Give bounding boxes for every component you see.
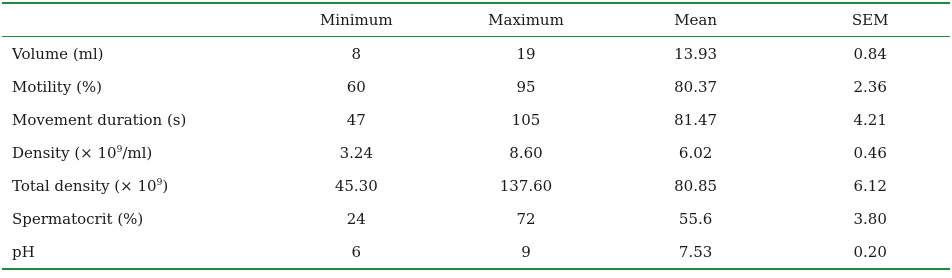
- table-row: [2, 103, 950, 136]
- cell-maximum: 72: [516, 209, 536, 228]
- cell-mean: 6.02: [678, 143, 713, 162]
- row-label: pH: [12, 242, 35, 261]
- label-unit: /ml): [122, 143, 153, 162]
- cell-minimum: 6: [351, 242, 362, 261]
- cell-maximum: 9: [521, 242, 531, 261]
- cell-maximum: 137.60: [499, 176, 553, 195]
- cell-minimum: 24: [346, 209, 366, 228]
- table-row: [2, 169, 950, 202]
- cell-sem: 2.36: [853, 77, 887, 96]
- cell-mean: 7.53: [678, 242, 713, 261]
- table-row: [2, 136, 950, 169]
- cell-maximum: 8.60: [509, 143, 543, 162]
- table-row: [2, 202, 950, 235]
- cell-minimum: 45.30: [334, 176, 378, 195]
- header-minimum: Minimum: [319, 11, 393, 29]
- cell-minimum: 60: [346, 77, 366, 96]
- table-header-row: [2, 3, 950, 37]
- row-label: Motility (%): [12, 77, 103, 96]
- cell-sem: 4.21: [853, 110, 887, 129]
- cell-maximum: 19: [516, 44, 536, 63]
- cell-minimum: 47: [346, 110, 366, 129]
- cell-sem: 0.46: [853, 143, 887, 162]
- cell-maximum: 95: [516, 77, 536, 96]
- header-sem: SEM: [851, 11, 889, 29]
- cell-minimum: 8: [351, 44, 362, 63]
- header-empty: [2, 3, 262, 37]
- cell-minimum: 3.24: [339, 143, 373, 162]
- table-row: [2, 37, 950, 71]
- label-exponent: 9: [156, 177, 163, 188]
- row-label: Movement duration (s): [12, 110, 187, 129]
- cell-mean: 55.6: [678, 209, 713, 228]
- label-text: Density (× 10: [12, 143, 117, 162]
- table-row: [2, 70, 950, 103]
- cell-mean: 80.85: [674, 176, 718, 195]
- label-exponent: 9: [116, 144, 123, 155]
- cell-mean: 81.47: [674, 110, 718, 129]
- table-row: [2, 235, 950, 269]
- row-label: [2, 169, 262, 202]
- row-label: Volume (ml): [12, 44, 104, 63]
- label-unit: ): [162, 176, 169, 195]
- cell-sem: 0.20: [853, 242, 887, 261]
- header-mean: Mean: [674, 11, 718, 29]
- semen-parameters-table: [2, 2, 950, 270]
- cell-mean: 13.93: [674, 44, 718, 63]
- cell-sem: 0.84: [853, 44, 887, 63]
- row-label: Spermatocrit (%): [12, 209, 144, 228]
- cell-sem: 3.80: [853, 209, 887, 228]
- label-text: Total density (× 10: [12, 176, 157, 195]
- cell-sem: 6.12: [853, 176, 887, 195]
- row-label: [2, 136, 262, 169]
- cell-maximum: 105: [511, 110, 541, 129]
- header-maximum: Maximum: [488, 11, 564, 29]
- cell-mean: 80.37: [674, 77, 718, 96]
